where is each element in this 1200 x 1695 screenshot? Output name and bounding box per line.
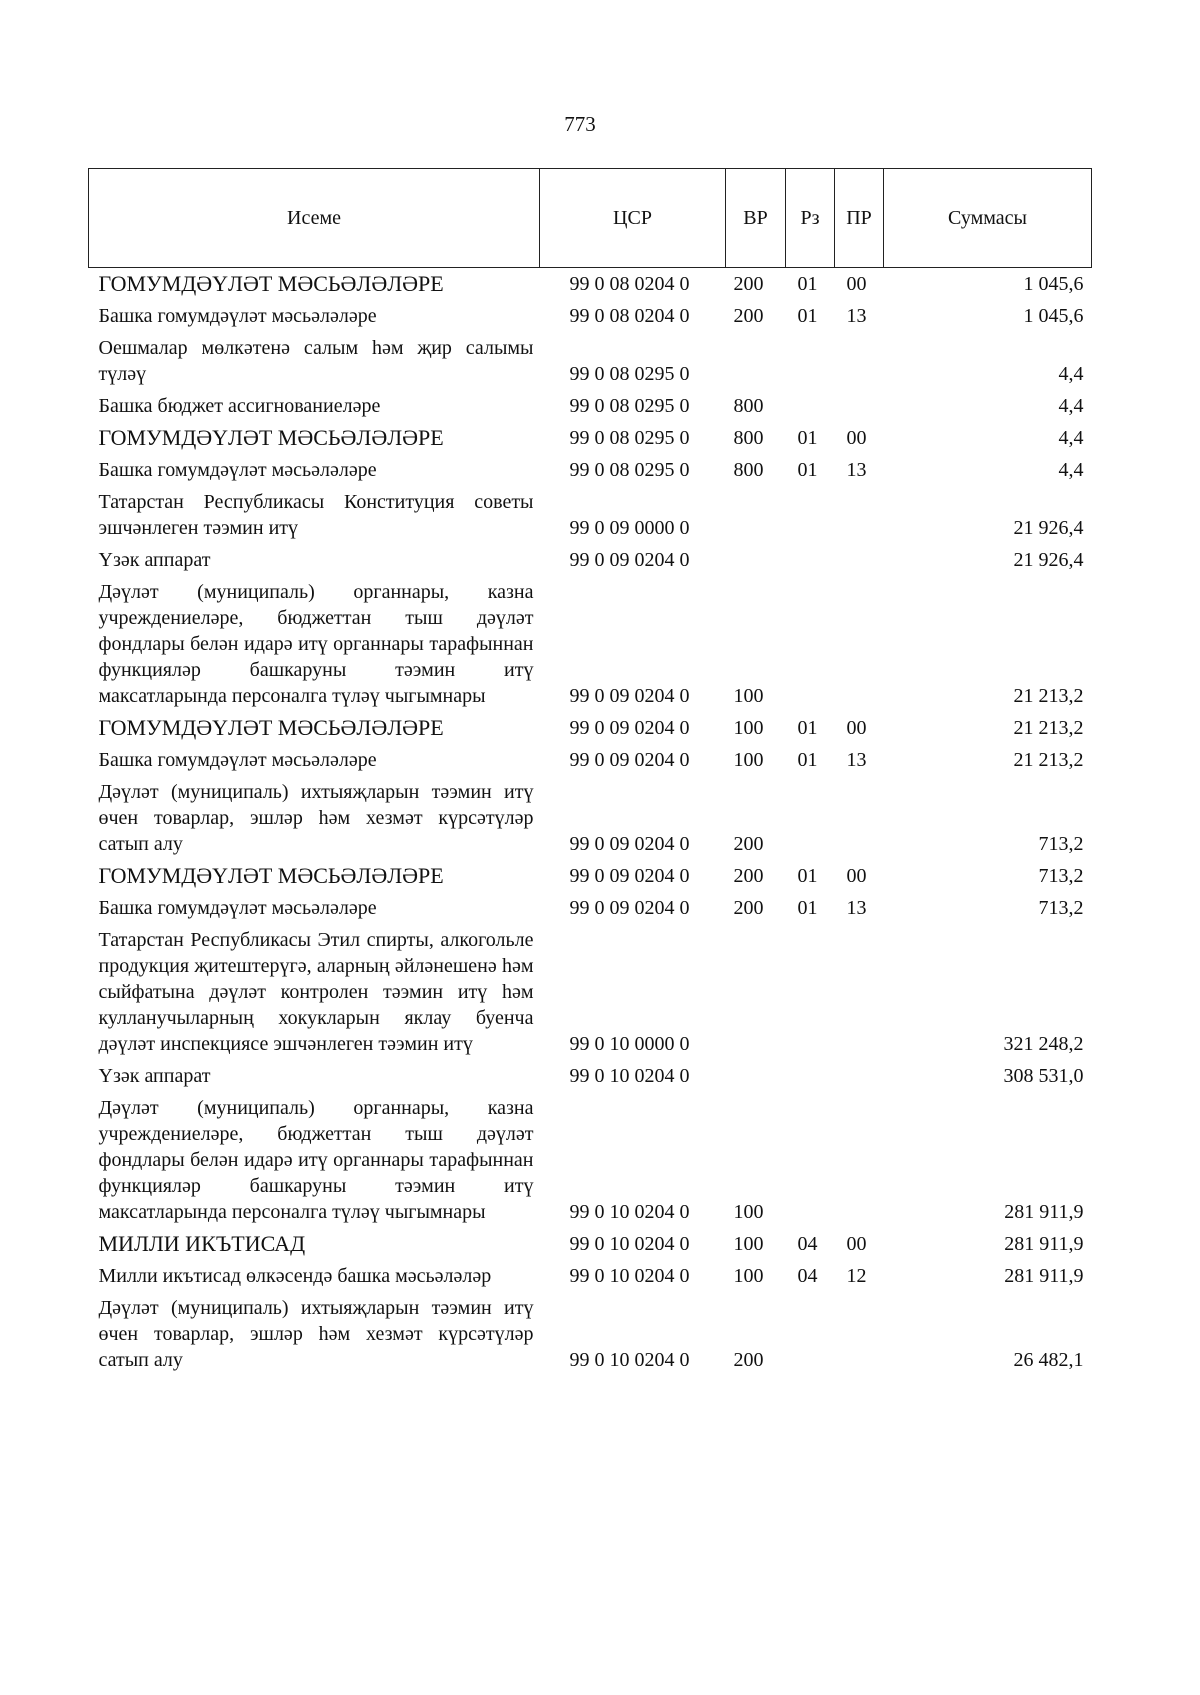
cell-csr: 99 0 10 0204 0 [569,1201,690,1223]
table-row [89,1092,1092,1228]
cell-pr: 00 [846,273,867,295]
cell-name: Татарстан Республикасы Конституция советы эшчәнлеген тәэмин итү [98,491,534,539]
budget-table [88,168,1092,1376]
cell-pr [835,1060,884,1092]
cell-rz [786,1060,835,1092]
cell-rz: 04 [797,1233,818,1255]
cell-name: ГОМУМДӘҮЛӘТ МӘСЬӘЛӘЛӘРЕ [98,863,444,888]
cell-csr: 99 0 10 0204 0 [569,1065,690,1087]
header-csr: ЦСР [540,169,726,268]
table-row [89,1228,1092,1260]
header-vr: ВР [726,169,786,268]
cell-csr: 99 0 08 0295 0 [569,427,690,449]
cell-vr: 200 [733,897,764,919]
table-row [89,300,1092,332]
cell-csr: 99 0 09 0204 0 [569,865,690,887]
cell-rz: 01 [797,897,818,919]
cell-sum: 1 045,6 [1023,305,1084,327]
cell-rz: 01 [797,749,818,771]
cell-rz [786,544,835,576]
cell-vr [726,332,786,390]
cell-vr: 100 [733,685,764,707]
cell-sum: 713,2 [1038,897,1084,919]
cell-name: МИЛЛИ ИКЪТИСАД [98,1231,306,1256]
table-row [89,544,1092,576]
cell-name: Дәүләт (муниципаль) органнары, казна учреждениеләре, бюджеттан тыш дәүләт фондлары белән идарә итү органнары тарафыннан функцияләр башкаруны тәэмин итү максатларында персоналга түләү чыгымнары [98,581,534,707]
cell-sum: 26 482,1 [1013,1349,1084,1371]
cell-csr: 99 0 10 0000 0 [569,1033,690,1055]
cell-rz: 01 [797,427,818,449]
table-row [89,454,1092,486]
cell-sum: 281 911,9 [1004,1233,1084,1255]
cell-csr: 99 0 09 0204 0 [569,897,690,919]
cell-csr: 99 0 10 0204 0 [569,1265,690,1287]
cell-csr: 99 0 09 0204 0 [569,833,690,855]
cell-pr: 13 [846,459,867,481]
cell-name: Дәүләт (муниципаль) ихтыяҗларын тәэмин итү өчен товарлар, эшләр һәм хезмәт күрсәтүләр сатып алу [98,781,534,855]
cell-name: ГОМУМДӘҮЛӘТ МӘСЬӘЛӘЛӘРЕ [98,271,444,296]
table-row [89,776,1092,860]
cell-sum: 321 248,2 [1003,1033,1084,1055]
cell-name: Башка гомумдәүләт мәсьәләләре [98,459,377,481]
cell-vr: 200 [733,865,764,887]
cell-sum: 713,2 [1038,833,1084,855]
cell-vr: 800 [733,427,764,449]
cell-sum: 4,4 [1058,363,1084,385]
cell-csr: 99 0 08 0295 0 [569,363,690,385]
cell-csr: 99 0 09 0204 0 [569,717,690,739]
cell-pr [835,924,884,1060]
table-row [89,924,1092,1060]
cell-vr [726,544,786,576]
cell-pr [835,576,884,712]
cell-sum: 21 213,2 [1013,685,1084,707]
table-row [89,390,1092,422]
cell-csr: 99 0 09 0000 0 [569,517,690,539]
cell-vr: 200 [733,305,764,327]
cell-sum: 281 911,9 [1004,1201,1084,1223]
header-rz: Рз [786,169,835,268]
cell-vr: 100 [733,1265,764,1287]
cell-vr: 200 [733,833,764,855]
cell-vr: 800 [733,459,764,481]
cell-pr [835,486,884,544]
table-row [89,422,1092,454]
cell-vr: 200 [733,273,764,295]
cell-vr: 100 [733,1201,764,1223]
header-pr: ПР [835,169,884,268]
cell-sum: 21 926,4 [1013,549,1084,571]
cell-name: Үзәк аппарат [98,549,211,571]
cell-vr [726,486,786,544]
cell-pr [835,390,884,422]
cell-sum: 21 213,2 [1013,717,1084,739]
cell-rz [786,776,835,860]
cell-sum: 4,4 [1058,395,1084,417]
cell-pr: 00 [846,717,867,739]
cell-csr: 99 0 10 0204 0 [569,1349,690,1371]
cell-vr: 100 [733,717,764,739]
cell-pr [835,1292,884,1376]
table-header-row [89,169,1092,268]
cell-csr: 99 0 09 0204 0 [569,685,690,707]
cell-name: ГОМУМДӘҮЛӘТ МӘСЬӘЛӘЛӘРЕ [98,715,444,740]
cell-sum: 1 045,6 [1023,273,1084,295]
cell-csr: 99 0 09 0204 0 [569,549,690,571]
cell-pr: 13 [846,749,867,771]
table-row [89,1260,1092,1292]
cell-name: Дәүләт (муниципаль) ихтыяҗларын тәэмин итү өчен товарлар, эшләр һәм хезмәт күрсәтүләр сатып алу [98,1297,534,1371]
cell-vr: 800 [733,395,764,417]
cell-sum: 21 926,4 [1013,517,1084,539]
cell-rz [786,1292,835,1376]
cell-name: Башка гомумдәүләт мәсьәләләре [98,897,377,919]
table-row [89,712,1092,744]
cell-pr: 13 [846,305,867,327]
table-row [89,268,1092,301]
header-sum: Суммасы [884,169,1092,268]
cell-name: Башка бюджет ассигнованиеләре [98,395,381,417]
table-row [89,332,1092,390]
cell-rz: 01 [797,717,818,739]
cell-pr [835,332,884,390]
cell-rz: 01 [797,459,818,481]
table-row [89,744,1092,776]
cell-rz: 04 [797,1265,818,1287]
cell-rz: 01 [797,865,818,887]
table-body [89,268,1092,1377]
cell-name: Дәүләт (муниципаль) органнары, казна учреждениеләре, бюджеттан тыш дәүләт фондлары белән идарә итү органнары тарафыннан функцияләр башкаруны тәэмин итү максатларында персоналга түләү чыгымнары [98,1097,534,1223]
cell-rz: 01 [797,273,818,295]
cell-pr [835,544,884,576]
table-row [89,486,1092,544]
cell-csr: 99 0 08 0204 0 [569,273,690,295]
cell-pr: 00 [846,865,867,887]
cell-pr: 12 [846,1265,867,1287]
cell-pr: 00 [846,1233,867,1255]
header-name: Исеме [89,169,540,268]
cell-name: Оешмалар мөлкәтенә салым һәм җир салымы түләү [98,337,534,385]
cell-csr: 99 0 10 0204 0 [569,1233,690,1255]
cell-name: ГОМУМДӘҮЛӘТ МӘСЬӘЛӘЛӘРЕ [98,425,444,450]
cell-rz [786,332,835,390]
cell-name: Башка гомумдәүләт мәсьәләләре [98,305,377,327]
cell-pr: 00 [846,427,867,449]
cell-pr [835,1092,884,1228]
cell-csr: 99 0 09 0204 0 [569,749,690,771]
cell-rz [786,924,835,1060]
cell-vr [726,1060,786,1092]
cell-vr: 200 [733,1349,764,1371]
cell-name: Татарстан Республикасы Этил спирты, алкогольле продукция җитештерүгә, аларның әйләнешенә һәм сыйфатына дәүләт контролен тәэмин итү һәм кулланучыларның хокукларын яклау буенча дәүләт инспекциясе эшчәнлеген тәэмин итү [98,929,534,1055]
cell-sum: 21 213,2 [1013,749,1084,771]
cell-vr: 100 [733,1233,764,1255]
cell-name: Башка гомумдәүләт мәсьәләләре [98,749,377,771]
cell-rz [786,1092,835,1228]
cell-vr: 100 [733,749,764,771]
cell-rz [786,576,835,712]
table-row [89,1292,1092,1376]
cell-rz: 01 [797,305,818,327]
table-row [89,892,1092,924]
cell-sum: 4,4 [1058,427,1084,449]
cell-sum: 713,2 [1038,865,1084,887]
cell-sum: 281 911,9 [1004,1265,1084,1287]
cell-pr: 13 [846,897,867,919]
cell-csr: 99 0 08 0295 0 [569,395,690,417]
cell-rz [786,486,835,544]
table-row [89,576,1092,712]
table-row [89,1060,1092,1092]
cell-sum: 308 531,0 [1003,1065,1084,1087]
table-row [89,860,1092,892]
cell-rz [786,390,835,422]
cell-name: Үзәк аппарат [98,1065,211,1087]
cell-name: Милли икътисад өлкәсендә башка мәсьәләләр [98,1265,492,1287]
cell-csr: 99 0 08 0204 0 [569,305,690,327]
page-number: 773 [564,112,596,136]
cell-vr [726,924,786,1060]
cell-csr: 99 0 08 0295 0 [569,459,690,481]
cell-pr [835,776,884,860]
cell-sum: 4,4 [1058,459,1084,481]
